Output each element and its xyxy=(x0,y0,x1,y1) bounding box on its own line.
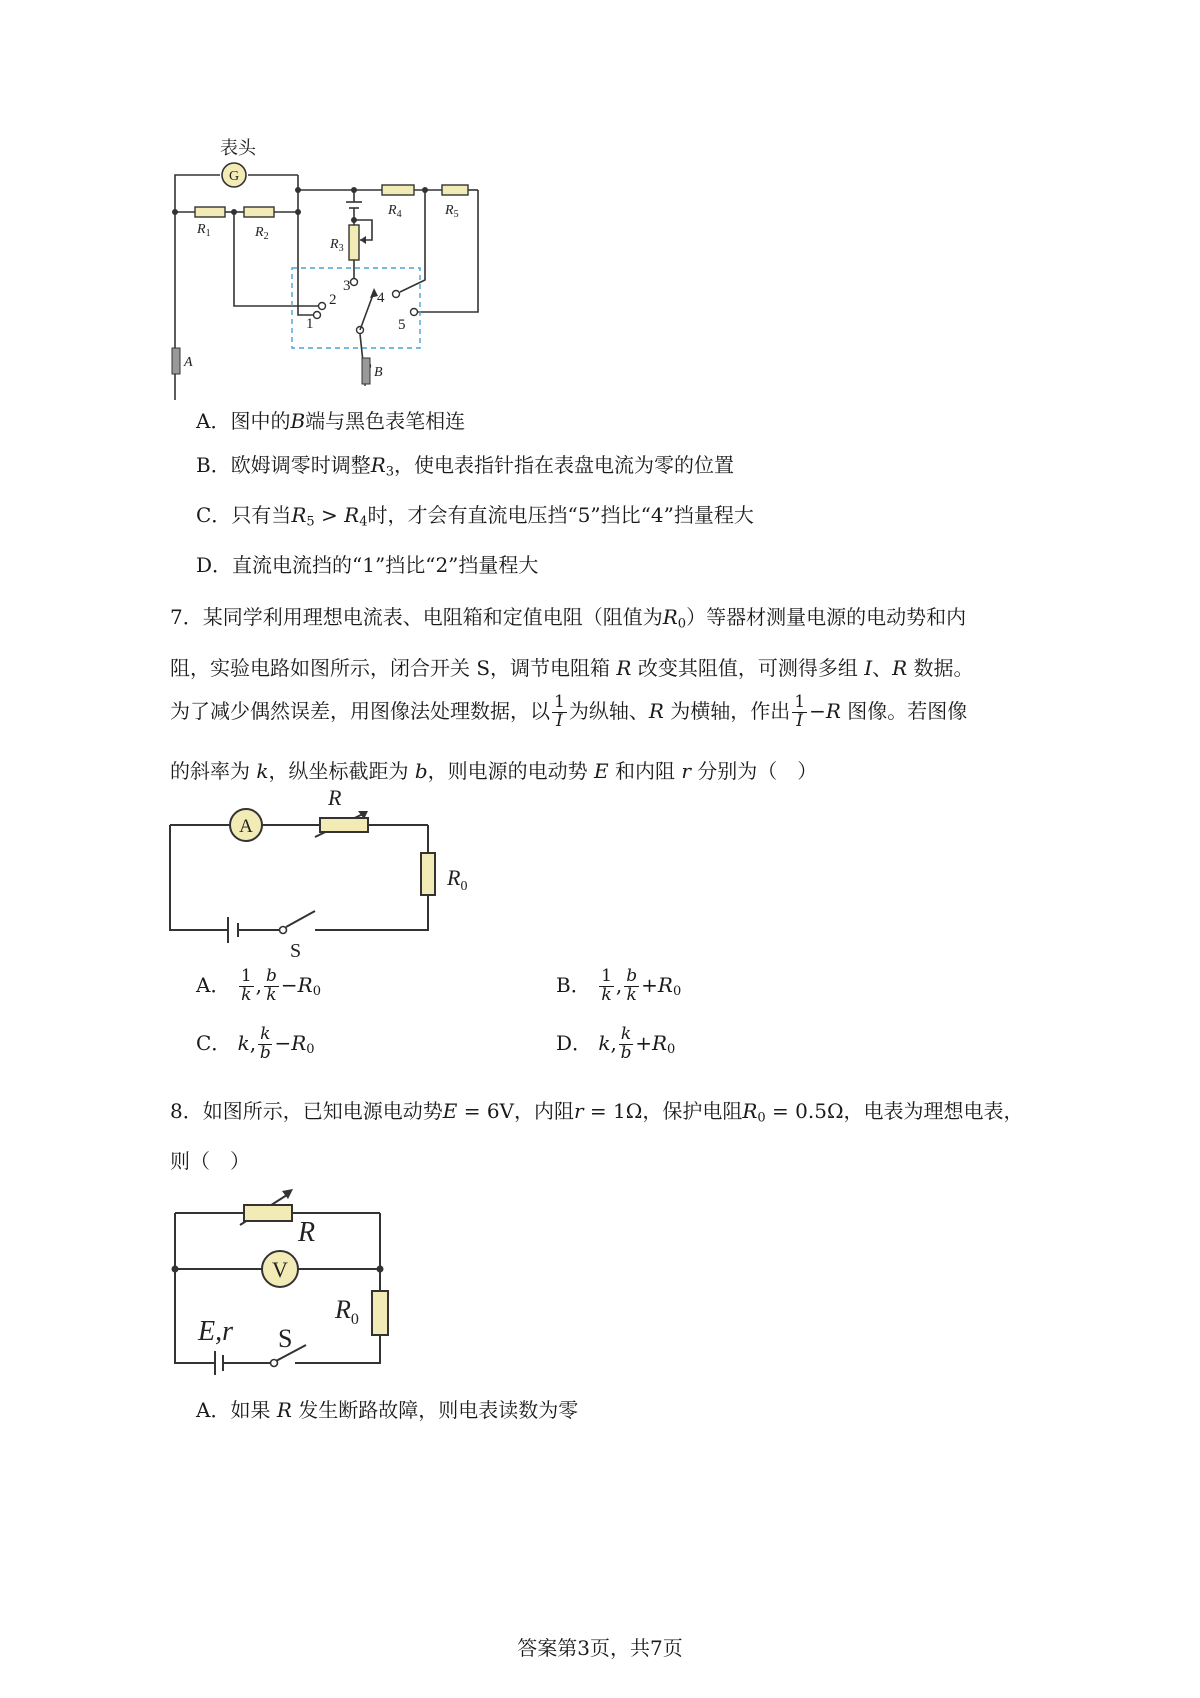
switch-pos-1: 1 xyxy=(306,316,314,332)
probe-b-label: B xyxy=(374,365,383,380)
q6-option-c: C．只有当$R_5 > R_4$时，才会有直流电压挡“5”挡比“4”挡量程大 xyxy=(196,503,754,530)
q7-r-label: R xyxy=(328,785,342,810)
fraction-1-over-i-2: $\frac{1}{I}$ xyxy=(794,692,806,731)
fraction-1-over-i: $\frac{1}{I}$ xyxy=(554,692,565,731)
q8-line-1: 8．如图所示，已知电源电动势E = 6V，内阻r = 1Ω，保护电阻$R_0 = 0.5\Omega$，电表为理想电表， xyxy=(170,1099,1024,1126)
q7-line-1: 7．某同学利用理想电流表、电阻箱和定值电阻（阻值为$R_0$）等器材测量电源的电动势和内 xyxy=(170,605,967,632)
probe-a-label: A xyxy=(184,355,193,370)
q8-option-a: A．如果 R 发生断路故障，则电表读数为零 xyxy=(196,1398,579,1422)
q8-circuit-figure xyxy=(160,1185,420,1375)
r2-label: $R_2$ xyxy=(255,225,269,242)
q7-option-a: A． $\frac{1}{k}$ , $\frac{b}{k}$ $-R_0$ xyxy=(196,966,321,1005)
ammeter-label: A xyxy=(239,816,253,837)
q6-option-d: D．直流电流挡的“1”挡比“2”挡量程大 xyxy=(196,553,539,577)
q7-switch-label: S xyxy=(290,940,302,962)
q7-circuit-figure xyxy=(160,785,480,965)
q8-er-label: E,r xyxy=(198,1316,233,1347)
q7-line-3: 为了减少偶然误差，用图像法处理数据，以 $\frac{1}{I}$ 为纵轴、R 为横轴，作出 $\frac{1}{I}$ −R 图像。若图像 xyxy=(170,692,968,731)
q8-r0-label: $R_0$ xyxy=(335,1295,359,1328)
r5-label: $R_5$ xyxy=(445,203,459,220)
q8-r-label: R xyxy=(298,1217,316,1248)
q6-option-a: A．图中的B端与黑色表笔相连 xyxy=(196,409,466,433)
header-label: 表头 xyxy=(220,138,256,159)
galvanometer-g-label: G xyxy=(228,169,240,184)
switch-pos-4: 4 xyxy=(377,290,385,306)
q8-line-2: 则（ ） xyxy=(170,1149,250,1173)
q7-option-c: C． k, $\frac{k}{b}$ $-R_0$ xyxy=(196,1024,315,1063)
q8-switch-label: S xyxy=(278,1324,293,1353)
page-footer: 答案第3页，共7页 xyxy=(517,1636,683,1660)
q7-line-4: 的斜率为 k，纵坐标截距为 b，则电源的电动势 E 和内阻 r 分别为（ ） xyxy=(170,759,818,783)
r4-label: $R_4$ xyxy=(388,203,402,220)
q7-option-b: B． $\frac{1}{k}$ , $\frac{b}{k}$ $+R_0$ xyxy=(556,966,682,1005)
q7-line-2: 阻，实验电路如图所示，闭合开关 S，调节电阻箱 R 改变其阻值，可测得多组 I、R 数据。 xyxy=(170,656,974,680)
r3-label: $R_3$ xyxy=(330,237,344,254)
q7-option-d: D． k, $\frac{k}{b}$ $+R_0$ xyxy=(556,1024,676,1063)
q7-r0-label: $R_0$ xyxy=(447,865,468,894)
switch-pos-3: 3 xyxy=(343,278,351,294)
voltmeter-label: V xyxy=(272,1257,288,1282)
switch-pos-2: 2 xyxy=(329,292,337,308)
q6-option-b: B．欧姆调零时调整$R_3$，使电表指针指在表盘电流为零的位置 xyxy=(196,453,735,480)
switch-pos-5: 5 xyxy=(398,317,406,333)
r1-label: $R_1$ xyxy=(197,222,211,239)
multimeter-circuit-figure xyxy=(160,130,520,400)
